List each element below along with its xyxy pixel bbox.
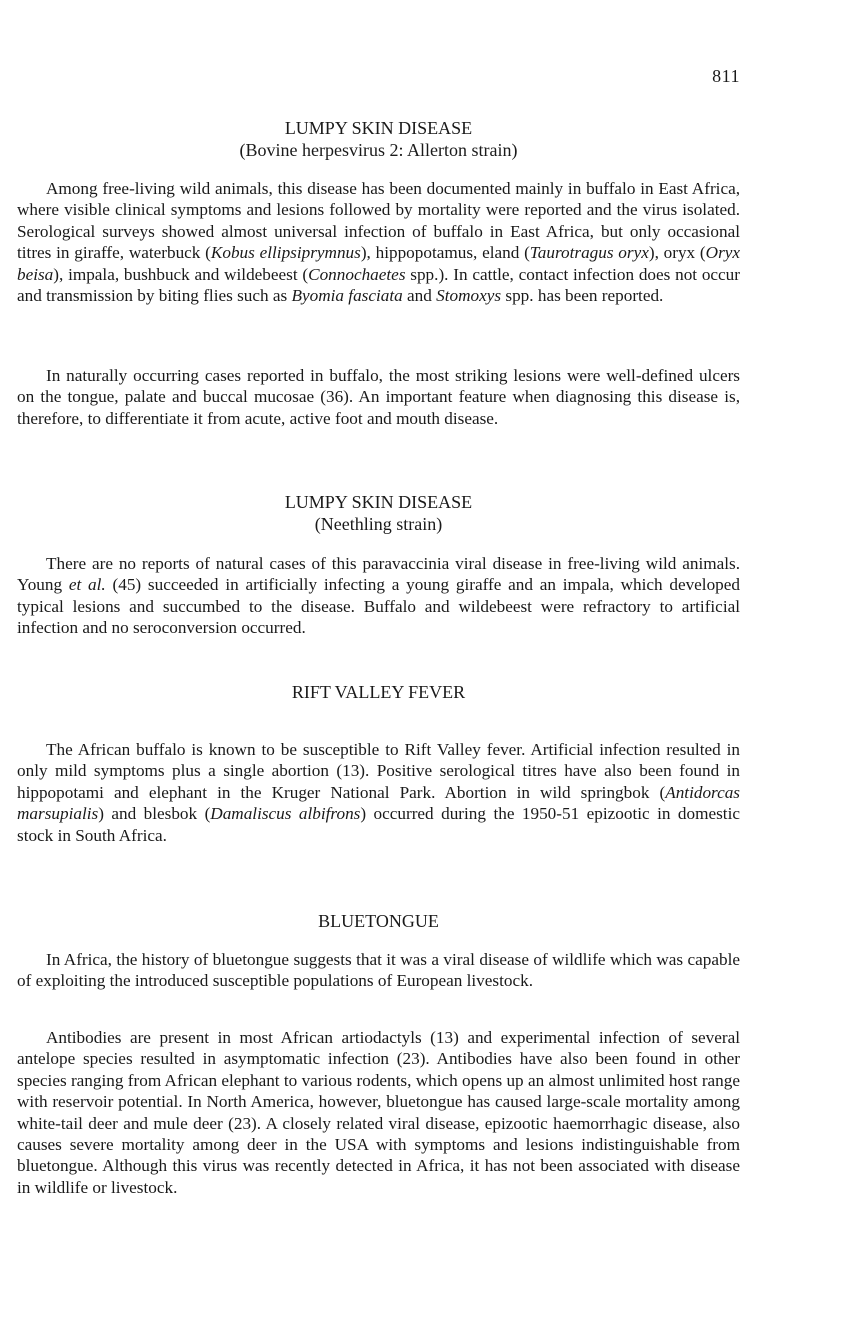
- text-run: ) occurred during the 1950-51 epizootic in domestic stock in South Africa.: [17, 804, 740, 845]
- italic-term: Oryx beisa: [17, 243, 741, 284]
- section-title: RIFT VALLEY FEVER: [291, 682, 466, 702]
- body-paragraph: [17, 365, 740, 429]
- section-subtitle: (Neethling strain): [314, 514, 443, 534]
- body-paragraph: [17, 178, 740, 306]
- text-run: and: [402, 286, 437, 306]
- text-run: Among free-living wild animals, this disease has been documented mainly in buffalo in East Africa, where visible clinical symptoms and lesions followed by mortality were reported and the virus isolated. Serological surveys showed almost universal infection of buffalo in East Africa, but only occasional titres in giraffe, waterbuck (: [17, 179, 740, 263]
- body-paragraph: [17, 1027, 740, 1198]
- section-subtitle: (Bovine herpesvirus 2: Allerton strain): [239, 140, 518, 160]
- text-run: spp. has been reported.: [501, 286, 664, 306]
- text-run: ), impala, bushbuck and wildebeest (: [53, 264, 309, 284]
- body-paragraph: [17, 553, 740, 639]
- section-title: BLUETONGUE: [318, 911, 439, 931]
- text-run: (45) succeeded in artificially infecting a young giraffe and an impala, which developed typical lesions and succumbed to the disease. Buffalo and wildebeest were refractory to artificial infection and no seroconversion occurred.: [17, 575, 740, 638]
- text-run: There are no reports of natural cases of this paravaccinia viral disease in free-living wild animals. Young: [17, 554, 740, 595]
- text-run: ), oryx (: [648, 243, 706, 263]
- text-run: In Africa, the history of bluetongue suggests that it was a viral disease of wildlife which was capable of exploiting the introduced susceptible populations of European livestock.: [17, 950, 740, 991]
- body-paragraph: [17, 739, 740, 846]
- italic-term: Antidorcas marsupialis: [17, 782, 740, 824]
- section-title: LUMPY SKIN DISEASE: [284, 492, 473, 512]
- italic-term: Taurotragus oryx: [529, 243, 649, 263]
- italic-term: Damaliscus albifrons: [210, 804, 361, 824]
- page-number: 811: [712, 66, 740, 86]
- italic-term: et al.: [68, 575, 106, 595]
- italic-term: Stomoxys: [436, 286, 502, 306]
- italic-term: Kobus ellipsiprymnus: [210, 243, 361, 263]
- italic-term: Connochaetes: [308, 264, 406, 284]
- text-run: In naturally occurring cases reported in buffalo, the most striking lesions were well-defined ulcers on the tongue, palate and buccal mucosae (36). An important feature when diagnosing this disease is, therefore, to differentiate it from acute, active foot and mouth disease.: [17, 366, 740, 428]
- text-run: spp.). In cattle, contact infection does not occur and transmission by biting flies such as: [17, 264, 740, 306]
- section-title: LUMPY SKIN DISEASE: [284, 118, 473, 138]
- text-run: ), hippopotamus, eland (: [360, 243, 530, 263]
- text-run: The African buffalo is known to be susceptible to Rift Valley fever. Artificial infection resulted in only mild symptoms plus a single abortion (13). Positive serological titres have also been found in hippopotami and elephant in the Kruger National Park. Abortion in wild springbok (: [17, 740, 740, 802]
- body-paragraph: [17, 949, 740, 992]
- italic-term: Byomia fasciata: [291, 286, 403, 306]
- text-run: ) and blesbok (: [98, 804, 211, 824]
- text-run: Antibodies are present in most African artiodactyls (13) and experimental infection of several antelope species resulted in asymptomatic infection (23). Antibodies have also been found in other species ranging from African elephant to various rodents, which opens up an almost unlimited host range with reservoir potential. In North America, however, bluetongue has caused large-scale mortality among white-tail deer and mule deer (23). A closely related viral disease, epizootic haemorrhagic disease, also causes severe mortality among deer in the USA with symptoms and lesions indistinguishable from bluetongue. Although this virus was recently detected in Africa, it has not been associated with disease in wildlife or livestock.: [17, 1028, 740, 1197]
